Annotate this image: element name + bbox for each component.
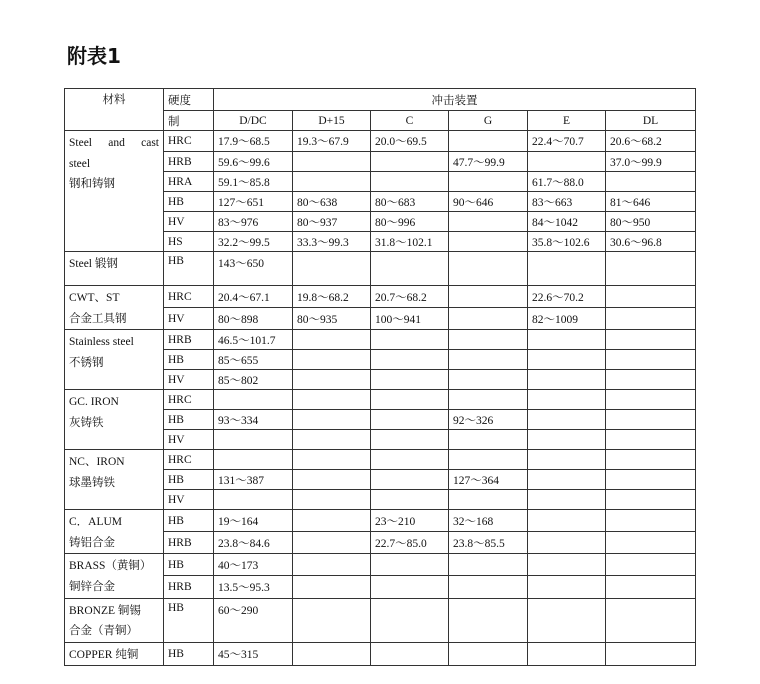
hardness-scale-cell: HV: [164, 490, 214, 510]
hardness-scale-cell: HRC: [164, 131, 214, 152]
range-value-cell: [449, 642, 528, 666]
hardness-conversion-table: [64, 88, 696, 666]
material-cell-forged: [65, 252, 164, 286]
hardness-scale-cell: HV: [164, 370, 214, 390]
hardness-scale-cell: HB: [164, 510, 214, 532]
range-value-cell: 19.3～67.9: [293, 131, 371, 152]
range-value-cell: [606, 350, 696, 370]
range-value-cell: [528, 598, 606, 642]
header-device-group: 冲击装置: [214, 89, 696, 111]
range-value-cell: [371, 350, 449, 370]
range-value-cell: [371, 642, 449, 666]
hardness-scale-cell: HV: [164, 212, 214, 232]
hardness-scale-cell: HB: [164, 642, 214, 666]
range-value-cell: 20.4～67.1: [214, 286, 293, 308]
material-label-line: 不锈钢: [69, 356, 104, 369]
header-device: D+15: [293, 111, 371, 131]
range-value-cell: [606, 252, 696, 286]
range-value-cell: 59.6～99.6: [214, 152, 293, 172]
hardness-scale-cell: HRB: [164, 576, 214, 598]
range-value-cell: 85～655: [214, 350, 293, 370]
range-value-cell: [449, 232, 528, 252]
range-value-cell: 100～941: [371, 308, 449, 330]
material-label-line: COPPER 纯铜: [69, 648, 139, 661]
material-cell-bronze: [65, 598, 164, 642]
range-value-cell: 80～950: [606, 212, 696, 232]
range-value-cell: [293, 172, 371, 192]
material-label-line: BRASS（黄铜）: [69, 560, 152, 573]
range-value-cell: 82～1009: [528, 308, 606, 330]
range-value-cell: [528, 370, 606, 390]
range-value-cell: 80～937: [293, 212, 371, 232]
range-value-cell: [293, 532, 371, 554]
range-value-cell: [293, 330, 371, 350]
range-value-cell: [214, 390, 293, 410]
range-value-cell: 20.6～68.2: [606, 131, 696, 152]
range-value-cell: [449, 330, 528, 350]
material-cell-stainless: [65, 330, 164, 390]
range-value-cell: [371, 430, 449, 450]
range-value-cell: [293, 490, 371, 510]
range-value-cell: [528, 410, 606, 430]
range-value-cell: 22.4～70.7: [528, 131, 606, 152]
material-label-line: 合金（青铜）: [69, 625, 138, 638]
range-value-cell: 40～173: [214, 554, 293, 576]
range-value-cell: 59.1～85.8: [214, 172, 293, 192]
range-value-cell: [449, 430, 528, 450]
material-label-line: CWT、ST: [69, 292, 120, 304]
range-value-cell: [528, 350, 606, 370]
range-value-cell: [293, 598, 371, 642]
header-device: DL: [606, 111, 696, 131]
hardness-scale-cell: HRC: [164, 286, 214, 308]
material-label-word: cast: [141, 137, 159, 149]
header-device: C: [371, 111, 449, 131]
range-value-cell: [371, 330, 449, 350]
range-value-cell: [606, 510, 696, 532]
header-material: 材料: [65, 89, 164, 131]
range-value-cell: 127～364: [449, 470, 528, 490]
range-value-cell: [293, 152, 371, 172]
range-value-cell: 143～650: [214, 252, 293, 286]
range-value-cell: [528, 554, 606, 576]
range-value-cell: 46.5～101.7: [214, 330, 293, 350]
range-value-cell: [214, 430, 293, 450]
hardness-scale-cell: HRC: [164, 390, 214, 410]
range-value-cell: [606, 172, 696, 192]
material-label-line: Steel 锻钢: [69, 258, 118, 270]
material-label-line: NC、IRON: [69, 456, 125, 469]
range-value-cell: [528, 490, 606, 510]
range-value-cell: [293, 510, 371, 532]
range-value-cell: [293, 554, 371, 576]
hardness-scale-cell: HRA: [164, 172, 214, 192]
range-value-cell: [528, 152, 606, 172]
range-value-cell: [606, 410, 696, 430]
range-value-cell: 45～315: [214, 642, 293, 666]
material-label-line: steel: [69, 157, 91, 170]
range-value-cell: [606, 330, 696, 350]
range-value-cell: [528, 390, 606, 410]
range-value-cell: [371, 152, 449, 172]
range-value-cell: [528, 532, 606, 554]
range-value-cell: 61.7～88.0: [528, 172, 606, 192]
range-value-cell: 80～996: [371, 212, 449, 232]
range-value-cell: 93～334: [214, 410, 293, 430]
range-value-cell: 19～164: [214, 510, 293, 532]
hardness-scale-cell: HB: [164, 470, 214, 490]
hardness-scale-cell: HB: [164, 350, 214, 370]
material-label-line: Stainless steel: [69, 336, 134, 349]
range-value-cell: 17.9～68.5: [214, 131, 293, 152]
range-value-cell: 23.8～85.5: [449, 532, 528, 554]
range-value-cell: 30.6～96.8: [606, 232, 696, 252]
range-value-cell: 47.7～99.9: [449, 152, 528, 172]
range-value-cell: [371, 554, 449, 576]
range-value-cell: [293, 252, 371, 286]
range-value-cell: [293, 576, 371, 598]
range-value-cell: [371, 390, 449, 410]
range-value-cell: [371, 470, 449, 490]
range-value-cell: 33.3～99.3: [293, 232, 371, 252]
range-value-cell: 35.8～102.6: [528, 232, 606, 252]
hardness-scale-cell: HRB: [164, 152, 214, 172]
material-label-line: GC. IRON: [69, 396, 119, 409]
range-value-cell: [606, 450, 696, 470]
range-value-cell: 92～326: [449, 410, 528, 430]
range-value-cell: [606, 576, 696, 598]
range-value-cell: [528, 470, 606, 490]
range-value-cell: [528, 252, 606, 286]
range-value-cell: 32.2～99.5: [214, 232, 293, 252]
header-device: E: [528, 111, 606, 131]
range-value-cell: [606, 286, 696, 308]
range-value-cell: 23～210: [371, 510, 449, 532]
range-value-cell: 31.8～102.1: [371, 232, 449, 252]
material-label-line: BRONZE 铜锡: [69, 604, 141, 617]
range-value-cell: 19.8～68.2: [293, 286, 371, 308]
hardness-scale-cell: HRB: [164, 330, 214, 350]
header-device: G: [449, 111, 528, 131]
range-value-cell: [371, 490, 449, 510]
range-value-cell: [528, 430, 606, 450]
range-value-cell: [606, 370, 696, 390]
range-value-cell: [371, 370, 449, 390]
range-value-cell: [449, 286, 528, 308]
material-label-line: C．ALUM: [69, 516, 123, 529]
range-value-cell: 80～898: [214, 308, 293, 330]
material-cell-cwt: [65, 286, 164, 330]
hardness-scale-cell: HB: [164, 252, 214, 286]
range-value-cell: 32～168: [449, 510, 528, 532]
range-value-cell: [528, 642, 606, 666]
range-value-cell: [606, 532, 696, 554]
material-label-line: 球墨铸铁: [69, 476, 115, 489]
range-value-cell: [606, 308, 696, 330]
range-value-cell: [449, 172, 528, 192]
range-value-cell: [371, 252, 449, 286]
range-value-cell: [606, 430, 696, 450]
page-title: 附表1: [67, 44, 121, 68]
range-value-cell: 80～683: [371, 192, 449, 212]
range-value-cell: [371, 598, 449, 642]
range-value-cell: [449, 350, 528, 370]
header-hardness-1: 硬度: [164, 89, 214, 111]
material-cell-steel: [65, 131, 164, 252]
range-value-cell: 83～976: [214, 212, 293, 232]
range-value-cell: [528, 330, 606, 350]
range-value-cell: [293, 470, 371, 490]
range-value-cell: 20.0～69.5: [371, 131, 449, 152]
material-cell-c-alum: [65, 510, 164, 554]
range-value-cell: 90～646: [449, 192, 528, 212]
range-value-cell: [371, 576, 449, 598]
range-value-cell: [293, 410, 371, 430]
range-value-cell: [293, 642, 371, 666]
header-hardness-2: 制: [164, 111, 214, 131]
material-label-line: 合金工具钢: [69, 312, 127, 325]
hardness-scale-cell: HS: [164, 232, 214, 252]
hardness-scale-cell: HRB: [164, 532, 214, 554]
material-label-line: 钢和铸钢: [69, 178, 115, 191]
material-cell-nc-iron: [65, 450, 164, 510]
material-label-line: 灰铸铁: [69, 416, 104, 429]
range-value-cell: [606, 554, 696, 576]
range-value-cell: [449, 390, 528, 410]
range-value-cell: [449, 490, 528, 510]
hardness-scale-cell: HV: [164, 430, 214, 450]
range-value-cell: [528, 576, 606, 598]
hardness-scale-cell: HB: [164, 598, 214, 642]
header-device: D/DC: [214, 111, 293, 131]
hardness-scale-cell: HRC: [164, 450, 214, 470]
material-cell-brass: [65, 554, 164, 598]
range-value-cell: 80～935: [293, 308, 371, 330]
material-label-line: 铜锌合金: [69, 580, 115, 593]
range-value-cell: 20.7～68.2: [371, 286, 449, 308]
range-value-cell: [606, 490, 696, 510]
range-value-cell: 83～663: [528, 192, 606, 212]
hardness-scale-cell: HV: [164, 308, 214, 330]
range-value-cell: [449, 370, 528, 390]
range-value-cell: 127～651: [214, 192, 293, 212]
range-value-cell: 80～638: [293, 192, 371, 212]
range-value-cell: [449, 212, 528, 232]
range-value-cell: [528, 510, 606, 532]
range-value-cell: [293, 450, 371, 470]
range-value-cell: [606, 598, 696, 642]
range-value-cell: [371, 410, 449, 430]
range-value-cell: [449, 598, 528, 642]
material-label-word: Steel: [69, 137, 92, 149]
range-value-cell: [449, 554, 528, 576]
hardness-scale-cell: HB: [164, 192, 214, 212]
range-value-cell: [449, 450, 528, 470]
range-value-cell: 85～802: [214, 370, 293, 390]
range-value-cell: [371, 450, 449, 470]
range-value-cell: [293, 350, 371, 370]
range-value-cell: [449, 252, 528, 286]
hardness-scale-cell: HB: [164, 554, 214, 576]
range-value-cell: 131～387: [214, 470, 293, 490]
range-value-cell: [293, 430, 371, 450]
range-value-cell: [606, 470, 696, 490]
range-value-cell: [606, 390, 696, 410]
range-value-cell: 81～646: [606, 192, 696, 212]
range-value-cell: 84～1042: [528, 212, 606, 232]
range-value-cell: [449, 308, 528, 330]
material-label-line: [69, 133, 159, 154]
material-label-word: and: [108, 137, 125, 149]
range-value-cell: [449, 576, 528, 598]
range-value-cell: 13.5～95.3: [214, 576, 293, 598]
range-value-cell: 37.0～99.9: [606, 152, 696, 172]
range-value-cell: [214, 490, 293, 510]
material-label-line: 铸铝合金: [69, 536, 115, 549]
range-value-cell: 23.8～84.6: [214, 532, 293, 554]
range-value-cell: [293, 370, 371, 390]
range-value-cell: [449, 131, 528, 152]
material-cell-copper: [65, 642, 164, 666]
range-value-cell: [371, 172, 449, 192]
range-value-cell: 60～290: [214, 598, 293, 642]
range-value-cell: 22.6～70.2: [528, 286, 606, 308]
range-value-cell: 22.7～85.0: [371, 532, 449, 554]
hardness-scale-cell: HB: [164, 410, 214, 430]
range-value-cell: [606, 642, 696, 666]
range-value-cell: [214, 450, 293, 470]
range-value-cell: [293, 390, 371, 410]
range-value-cell: [528, 450, 606, 470]
material-cell-gc-iron: [65, 390, 164, 450]
